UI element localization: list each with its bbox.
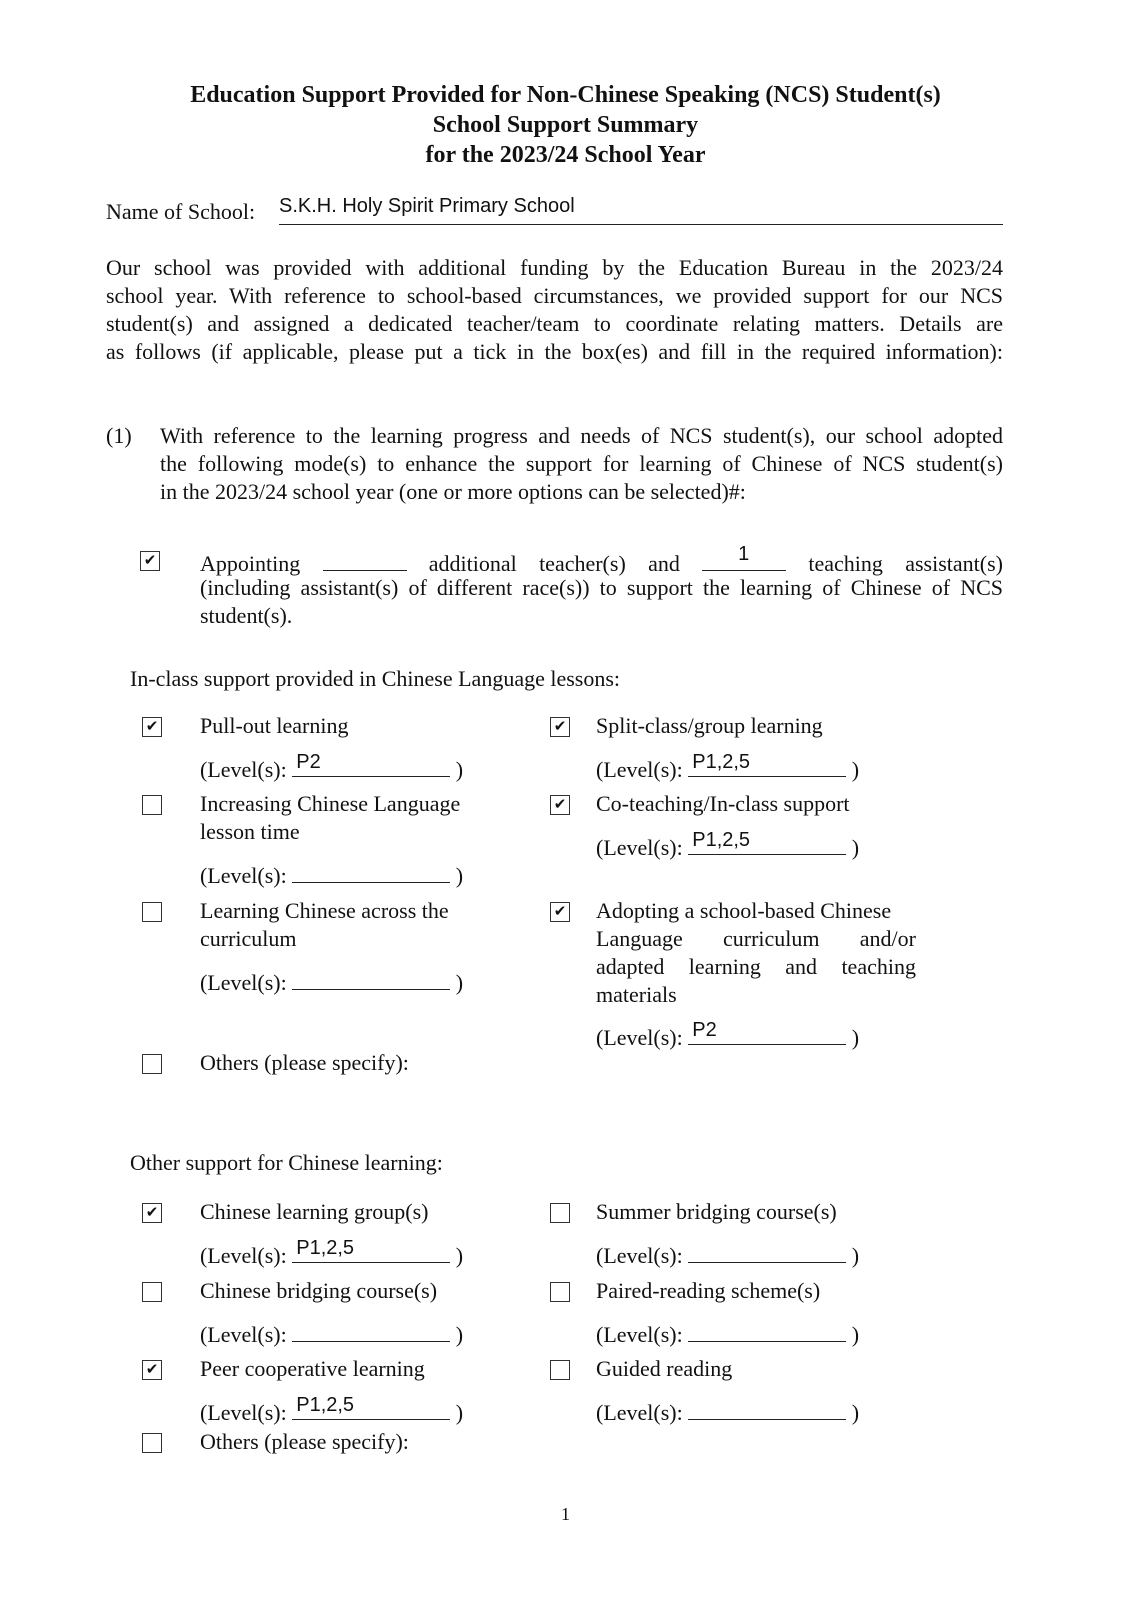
- summer-checkbox[interactable]: [550, 1203, 570, 1223]
- adopting-levels-row: [596, 1020, 859, 1052]
- level-label: (Level(s):: [596, 1025, 683, 1050]
- assistants-count-value: 1: [738, 543, 750, 565]
- group-checkbox[interactable]: [142, 1203, 162, 1223]
- level-label: (Level(s):: [596, 1243, 683, 1268]
- teachers-count-field[interactable]: [323, 546, 407, 571]
- appointing-line-2: (including assistant(s) of different race(s)) to support the learning of Chinese of NCS: [200, 575, 1003, 600]
- group-levels-value: P1,2,5: [296, 1237, 355, 1259]
- summer-label: Summer bridging course(s): [596, 1199, 837, 1224]
- close-paren: ): [851, 757, 860, 782]
- school-name-label: Name of School:: [106, 199, 256, 224]
- title-line-3: for the 2023/24 School Year: [425, 142, 706, 168]
- level-label: (Level(s):: [596, 1322, 683, 1347]
- pullout-levels-field[interactable]: [292, 752, 450, 777]
- level-label: (Level(s):: [200, 863, 287, 888]
- other-heading: Other support for Chinese learning:: [130, 1150, 443, 1175]
- adopting-checkbox[interactable]: [550, 902, 570, 922]
- adopting-word: and/or: [859, 926, 916, 951]
- bridging-checkbox[interactable]: [142, 1282, 162, 1302]
- coteach-levels-row: [596, 830, 859, 862]
- level-label: (Level(s):: [200, 1400, 287, 1425]
- coteach-levels-field[interactable]: [688, 830, 846, 855]
- split-checkbox[interactable]: [550, 717, 570, 737]
- across-label-line-2: curriculum: [200, 926, 297, 951]
- close-paren: ): [455, 970, 464, 995]
- increasing-levels-row: [200, 858, 463, 890]
- appointing-checkbox[interactable]: [140, 551, 160, 571]
- paired-label: Paired-reading scheme(s): [596, 1278, 821, 1303]
- split-levels-value: P1,2,5: [692, 751, 751, 773]
- coteach-checkbox[interactable]: [550, 795, 570, 815]
- tick-icon: ✔: [145, 717, 159, 735]
- page-number: 1: [561, 1504, 570, 1524]
- across-checkbox[interactable]: [142, 902, 162, 922]
- adopting-word: Language: [596, 926, 683, 951]
- level-label: (Level(s):: [596, 757, 683, 782]
- adopting-levels-field[interactable]: [688, 1020, 846, 1045]
- additional-word: additional: [428, 551, 517, 576]
- pullout-label: Pull-out learning: [200, 713, 349, 738]
- peer-checkbox[interactable]: [142, 1360, 162, 1380]
- intro-line-2: school year. With reference to school-based circumstances, we provided support for our NCS: [106, 283, 1003, 308]
- paired-checkbox[interactable]: [550, 1282, 570, 1302]
- peer-levels-row: [200, 1395, 463, 1427]
- assistants-word: assistant(s): [905, 551, 1003, 576]
- pullout-levels-row: [200, 752, 463, 784]
- increasing-label-line-2: lesson time: [200, 819, 300, 844]
- other-others-checkbox[interactable]: [142, 1433, 162, 1453]
- and-word: and: [648, 551, 680, 576]
- adopting-levels-value: P2: [692, 1019, 717, 1041]
- pullout-levels-value: P2: [296, 751, 321, 773]
- school-name-value: S.K.H. Holy Spirit Primary School: [279, 195, 575, 217]
- paired-levels-field[interactable]: [688, 1317, 846, 1342]
- split-levels-row: [596, 752, 859, 784]
- adopting-word: teaching: [841, 954, 916, 979]
- peer-levels-value: P1,2,5: [296, 1394, 355, 1416]
- increasing-label-line-1: Increasing Chinese Language: [200, 791, 461, 816]
- adopting-line-1: Adopting a school-based Chinese: [596, 898, 892, 923]
- paired-levels-row: [596, 1317, 859, 1349]
- close-paren: ): [851, 1400, 860, 1425]
- adopting-word: adapted: [596, 954, 665, 979]
- close-paren: ): [851, 835, 860, 860]
- section-1-line-3: in the 2023/24 school year (one or more options can be selected)#:: [160, 479, 746, 504]
- close-paren: ): [455, 757, 464, 782]
- group-levels-row: [200, 1238, 463, 1270]
- school-name-field[interactable]: [279, 194, 1003, 225]
- close-paren: ): [851, 1243, 860, 1268]
- tick-icon: ✔: [145, 1203, 159, 1221]
- close-paren: ): [851, 1322, 860, 1347]
- intro-line-3: student(s) and assigned a dedicated teacher/team to coordinate relating matters. Details are: [106, 311, 1003, 336]
- tick-icon: ✔: [145, 1360, 159, 1378]
- appointing-line-3: student(s).: [200, 603, 293, 628]
- title-line-1: Education Support Provided for Non-Chinese Speaking (NCS) Student(s): [190, 82, 941, 108]
- adopting-line-2: [596, 925, 916, 953]
- group-label: Chinese learning group(s): [200, 1199, 429, 1224]
- bridging-levels-row: [200, 1317, 463, 1349]
- section-1-line-2: the following mode(s) to enhance the support for learning of Chinese of NCS student(s): [160, 451, 1003, 476]
- guided-levels-field[interactable]: [688, 1395, 846, 1420]
- close-paren: ): [851, 1025, 860, 1050]
- across-label-line-1: Learning Chinese across the: [200, 898, 449, 923]
- level-label: (Level(s):: [596, 835, 683, 860]
- adopting-line-3: [596, 953, 916, 981]
- inclass-others-label: Others (please specify):: [200, 1050, 409, 1075]
- close-paren: ): [455, 1400, 464, 1425]
- level-label: (Level(s):: [200, 1322, 287, 1347]
- level-label: (Level(s):: [200, 1243, 287, 1268]
- close-paren: ): [455, 1322, 464, 1347]
- section-number: (1): [106, 423, 132, 448]
- peer-levels-field[interactable]: [292, 1395, 450, 1420]
- intro-line-1: Our school was provided with additional funding by the Education Bureau in the 2023/24: [106, 255, 1003, 280]
- adopting-word: learning: [688, 954, 761, 979]
- section-1-line-1: With reference to the learning progress and needs of NCS student(s), our school adopted: [160, 423, 1003, 448]
- teachers-word: teacher(s): [539, 551, 626, 576]
- split-label: Split-class/group learning: [596, 713, 823, 738]
- assistants-count-field[interactable]: [702, 543, 786, 571]
- close-paren: ): [455, 1243, 464, 1268]
- intro-line-4: as follows (if applicable, please put a tick in the box(es) and fill in the required information):: [106, 339, 1003, 364]
- guided-label: Guided reading: [596, 1356, 733, 1381]
- peer-label: Peer cooperative learning: [200, 1356, 425, 1381]
- bridging-label: Chinese bridging course(s): [200, 1278, 438, 1303]
- adopting-line-4: materials: [596, 982, 677, 1007]
- across-levels-row: [200, 965, 463, 997]
- inclass-others-checkbox[interactable]: [142, 1054, 162, 1074]
- tick-icon: ✔: [143, 551, 157, 569]
- coteach-label: Co-teaching/In-class support: [596, 791, 850, 816]
- other-others-label: Others (please specify):: [200, 1429, 409, 1454]
- inclass-heading: In-class support provided in Chinese Language lessons:: [130, 666, 621, 691]
- adopting-word: and: [785, 954, 818, 979]
- pullout-checkbox[interactable]: [142, 717, 162, 737]
- split-levels-field[interactable]: [688, 752, 846, 777]
- level-label: (Level(s):: [200, 970, 287, 995]
- tick-icon: ✔: [553, 795, 567, 813]
- summer-levels-row: [596, 1238, 859, 1270]
- tick-icon: ✔: [553, 902, 567, 920]
- close-paren: ): [455, 863, 464, 888]
- guided-levels-row: [596, 1395, 859, 1427]
- bridging-levels-field[interactable]: [292, 1317, 450, 1342]
- teaching-word: teaching: [808, 551, 883, 576]
- coteach-levels-value: P1,2,5: [692, 829, 751, 851]
- level-label: (Level(s):: [596, 1400, 683, 1425]
- title-line-2: School Support Summary: [432, 112, 699, 138]
- level-label: (Level(s):: [200, 757, 287, 782]
- group-levels-field[interactable]: [292, 1238, 450, 1263]
- across-levels-field[interactable]: [292, 965, 450, 990]
- adopting-word: curriculum: [723, 926, 820, 951]
- increasing-levels-field[interactable]: [292, 858, 450, 883]
- appointing-word: Appointing: [200, 551, 301, 576]
- increasing-checkbox[interactable]: [142, 795, 162, 815]
- guided-checkbox[interactable]: [550, 1360, 570, 1380]
- summer-levels-field[interactable]: [688, 1238, 846, 1263]
- tick-icon: ✔: [553, 717, 567, 735]
